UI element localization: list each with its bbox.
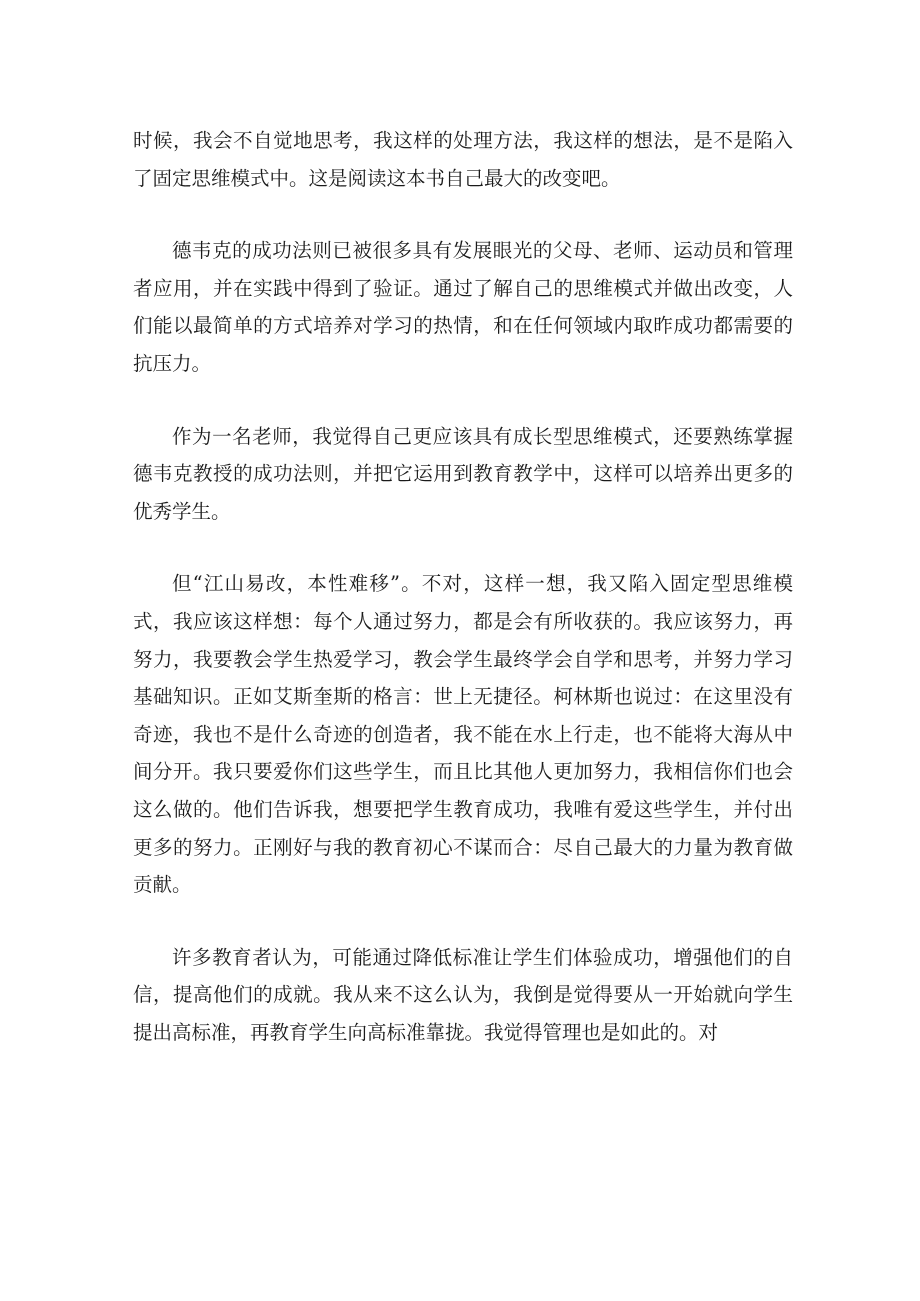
paragraph-2: 德韦克的成功法则已被很多具有发展眼光的父母、老师、运动员和管理者应用，并在实践中得到了验证。通过了解自己的思维模式并做出改变，人们能以最简单的方式培养对学习的热情，和在任何领域内取昨成功都需要的抗压力。	[133, 239, 793, 375]
paragraph-3: 作为一名老师，我觉得自己更应该具有成长型思维模式，还要熟练掌握德韦克教授的成功法则，并把它运用到教育教学中，这样可以培养出更多的优秀学生。	[133, 424, 793, 523]
paragraph-5: 许多教育者认为，可能通过降低标准让学生们体验成功，增强他们的自信，提高他们的成就。我从来不这么认为，我倒是觉得要从一开始就向学生提出高标准，再教育学生向高标准靠拢。我觉得管理也是如此的。对	[133, 945, 793, 1044]
paragraph-1: 时候，我会不自觉地思考，我这样的处理方法，我这样的想法，是不是陷入了固定思维模式中。这是阅读这本书自己最大的改变吧。	[133, 129, 793, 190]
document-body	[133, 122, 793, 1051]
paragraph-4: 但“江山易改，本性难移”。不对，这样一想，我又陷入固定型思维模式，我应该这样想：每个人通过努力，都是会有所收获的。我应该努力，再努力，我要教会学生热爱学习，教会学生最终学会自学和思考，并努力学习基础知识。正如艾斯奎斯的格言：世上无捷径。柯林斯也说过：在这里没有奇迹，我也不是什么奇迹的创造者，我不能在水上行走，也不能将大海从中间分开。我只要爱你们这些学生，而且比其他人更加努力，我相信你们也会这么做的。他们告诉我，想要把学生教育成功，我唯有爱这些学生，并付出更多的努力。正刚好与我的教育初心不谋而合：尽自己最大的力量为教育做贡献。	[133, 572, 793, 897]
